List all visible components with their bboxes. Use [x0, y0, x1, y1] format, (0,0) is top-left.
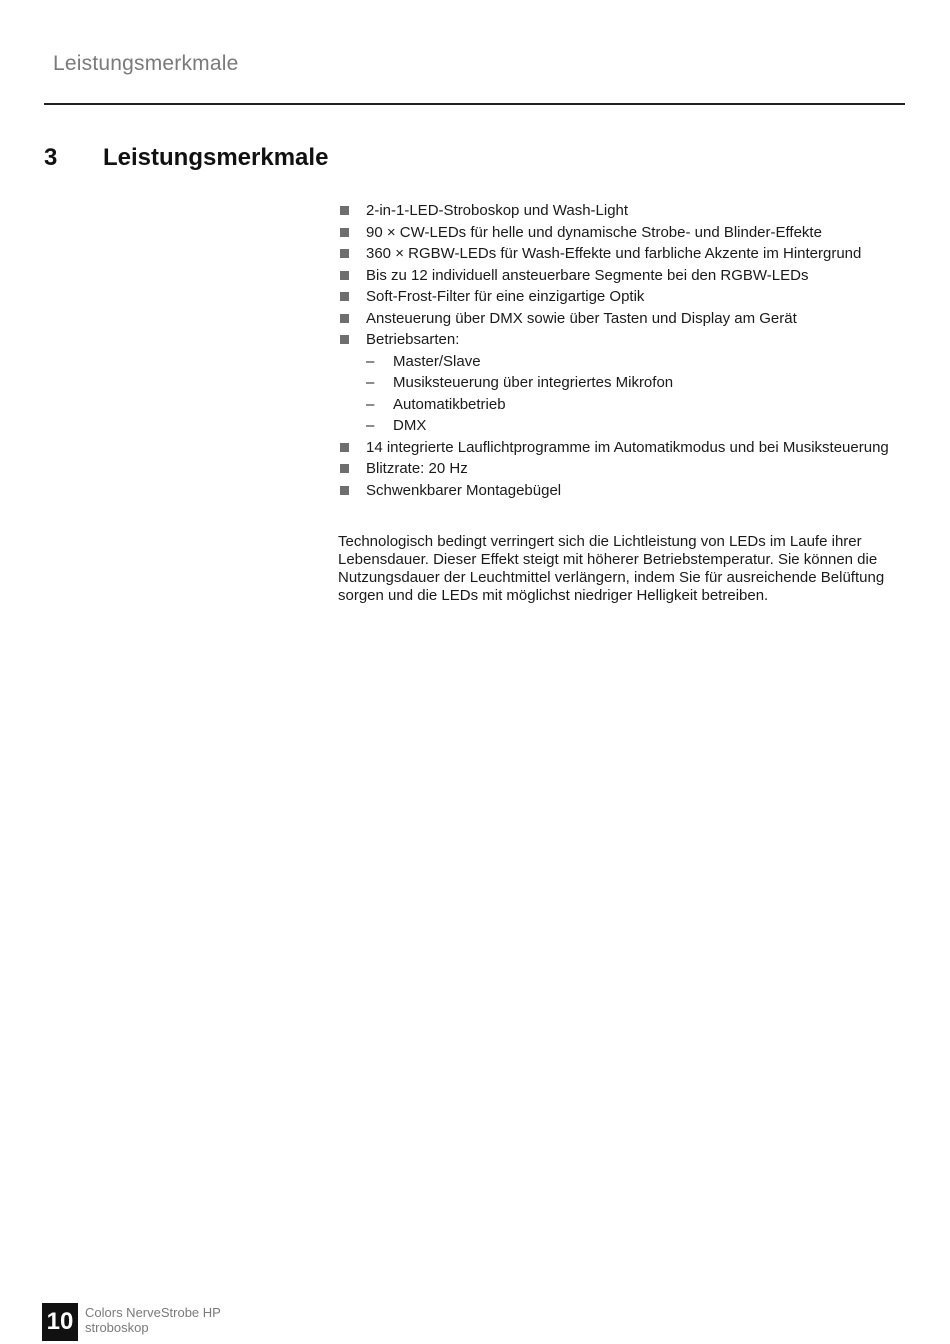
footer-product-name: Colors NerveStrobe HP: [85, 1305, 221, 1320]
footer-product-type: stroboskop: [85, 1320, 149, 1335]
square-bullet-icon: [340, 292, 349, 301]
list-item: [338, 308, 918, 330]
chapter-title: Leistungsmerkmale: [103, 144, 329, 171]
square-bullet-icon: [340, 335, 349, 344]
list-item: [366, 415, 918, 437]
square-bullet-icon: [340, 486, 349, 495]
list-item: [338, 437, 918, 459]
feature-text: Ansteuerung über DMX sowie über Tasten und Display am Gerät: [366, 309, 797, 327]
feature-text: Betriebsarten:: [366, 331, 460, 348]
square-bullet-icon: [340, 206, 349, 215]
dash-bullet: –: [366, 417, 375, 434]
square-bullet-icon: [340, 249, 349, 258]
dash-bullet: –: [366, 352, 375, 370]
header-rule: [44, 103, 905, 105]
footer-product: [85, 1305, 221, 1335]
chapter-heading: [44, 144, 328, 172]
feature-text: 2-in-1-LED-Stroboskop und Wash-Light: [366, 202, 629, 219]
square-bullet-icon: [340, 464, 349, 473]
chapter-number: 3: [44, 144, 58, 171]
list-item: [338, 200, 918, 222]
feature-text: Bis zu 12 individuell ansteuerbare Segmente bei den RGBW-LEDs: [366, 266, 809, 284]
feature-list: [338, 200, 918, 501]
running-header: Leistungsmerkmale: [53, 52, 239, 75]
list-item: [366, 351, 918, 373]
led-lifetime-note: Technologisch bedingt verringert sich die Lichtleistung von LEDs im Laufe ihrer Lebensdauer. Dieser Effekt steigt mit höherer Betriebstemperatur. Sie können die Nutzungsdauer der Leuchtmittel verlängern, indem Sie für ausreichende Belüftung sorgen und die LEDs mit möglichst niedriger Helligkeit betreiben.: [338, 533, 885, 604]
feature-text: 90 × CW-LEDs für helle und dynamische Strobe- und Blinder-Effekte: [366, 223, 822, 241]
list-item: [338, 458, 918, 480]
square-bullet-icon: [340, 443, 349, 452]
feature-text: 14 integrierte Lauflichtprogramme im Automatikmodus und bei Musiksteuerung: [366, 438, 889, 456]
list-item: [338, 243, 918, 265]
operating-modes-list: [366, 351, 918, 437]
square-bullet-icon: [340, 271, 349, 280]
page-number: 10: [42, 1303, 78, 1341]
list-item: [338, 286, 918, 308]
feature-text: Blitzrate: 20 Hz: [366, 460, 468, 477]
list-item: [338, 265, 918, 287]
dash-bullet: –: [366, 374, 375, 391]
list-item: [366, 372, 918, 394]
feature-text: 360 × RGBW-LEDs für Wash-Effekte und farbliche Akzente im Hintergrund: [366, 245, 862, 262]
dash-bullet: –: [366, 395, 375, 413]
mode-text: Musiksteuerung über integriertes Mikrofon: [393, 374, 674, 391]
mode-text: Master/Slave: [393, 352, 481, 370]
feature-text: Soft-Frost-Filter für eine einzigartige Optik: [366, 288, 645, 305]
list-item: [338, 222, 918, 244]
square-bullet-icon: [340, 228, 349, 237]
mode-text: DMX: [393, 417, 427, 434]
list-item: [338, 329, 918, 437]
mode-text: Automatikbetrieb: [393, 395, 506, 413]
square-bullet-icon: [340, 314, 349, 323]
list-item: [366, 394, 918, 416]
list-item: [338, 480, 918, 502]
feature-text: Schwenkbarer Montagebügel: [366, 481, 562, 499]
